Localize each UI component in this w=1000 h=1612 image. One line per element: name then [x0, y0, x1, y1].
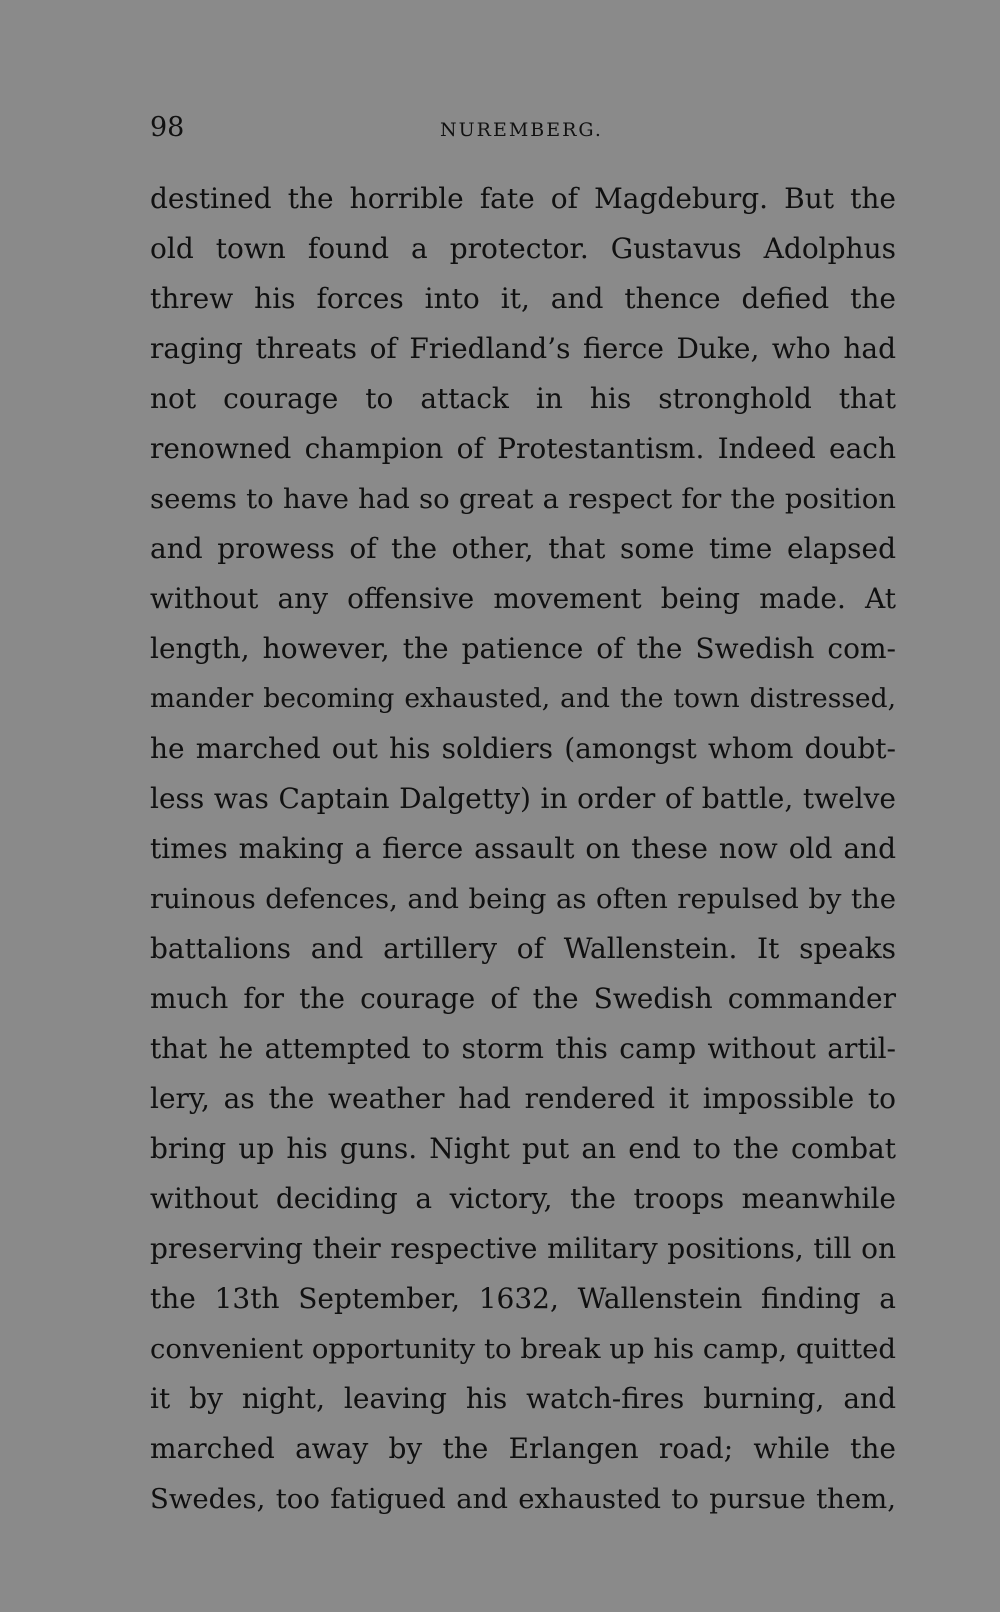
- text-line: ruinous defences, and being as often repulsed by the: [150, 883, 896, 915]
- text-line: mander becoming exhausted, and the town distressed,: [150, 683, 896, 714]
- text-line: it by night, leaving his watch-fires burning, and: [150, 1382, 896, 1415]
- text-line: he marched out his soldiers (amongst whom doubt-: [150, 732, 896, 765]
- text-line: bring up his guns. Night put an end to the combat: [150, 1132, 896, 1165]
- text-line: convenient opportunity to break up his camp, quitted: [150, 1333, 896, 1365]
- text-line: and prowess of the other, that some time elapsed: [150, 532, 896, 565]
- body-text: [150, 174, 896, 1524]
- text-line: the 13th September, 1632, Wallenstein finding a: [150, 1282, 896, 1315]
- text-line: raging threats of Friedland’s fierce Duke, who had: [150, 332, 896, 365]
- text-line: renowned champion of Protestantism. Indeed each: [150, 432, 896, 465]
- text-line: Swedes, too fatigued and exhausted to pursue them,: [150, 1483, 896, 1515]
- text-line: without deciding a victory, the troops meanwhile: [150, 1182, 896, 1215]
- running-head: NUREMBERG.: [440, 119, 603, 141]
- text-line: battalions and artillery of Wallenstein. It speaks: [150, 932, 896, 965]
- text-line: times making a fierce assault on these now old and: [150, 832, 896, 865]
- text-line: length, however, the patience of the Swedish com-: [150, 632, 896, 665]
- text-line: without any offensive movement being made. At: [150, 582, 896, 615]
- text-line: that he attempted to storm this camp without artil-: [150, 1032, 896, 1065]
- text-line: lery, as the weather had rendered it impossible to: [150, 1082, 896, 1115]
- text-line: not courage to attack in his stronghold that: [150, 382, 896, 415]
- text-line: threw his forces into it, and thence defied the: [150, 282, 896, 315]
- page-header: [150, 112, 896, 152]
- text-line: much for the courage of the Swedish commander: [150, 982, 896, 1015]
- text-line: seems to have had so great a respect for the position: [150, 483, 896, 515]
- page-number: 98: [150, 112, 185, 143]
- text-line: less was Captain Dalgetty) in order of battle, twelve: [150, 782, 896, 815]
- text-line: marched away by the Erlangen road; while the: [150, 1432, 896, 1465]
- text-line: destined the horrible fate of Magdeburg. But the: [150, 182, 896, 215]
- text-line: preserving their respective military positions, till on: [150, 1232, 896, 1265]
- text-line: old town found a protector. Gustavus Adolphus: [150, 232, 896, 265]
